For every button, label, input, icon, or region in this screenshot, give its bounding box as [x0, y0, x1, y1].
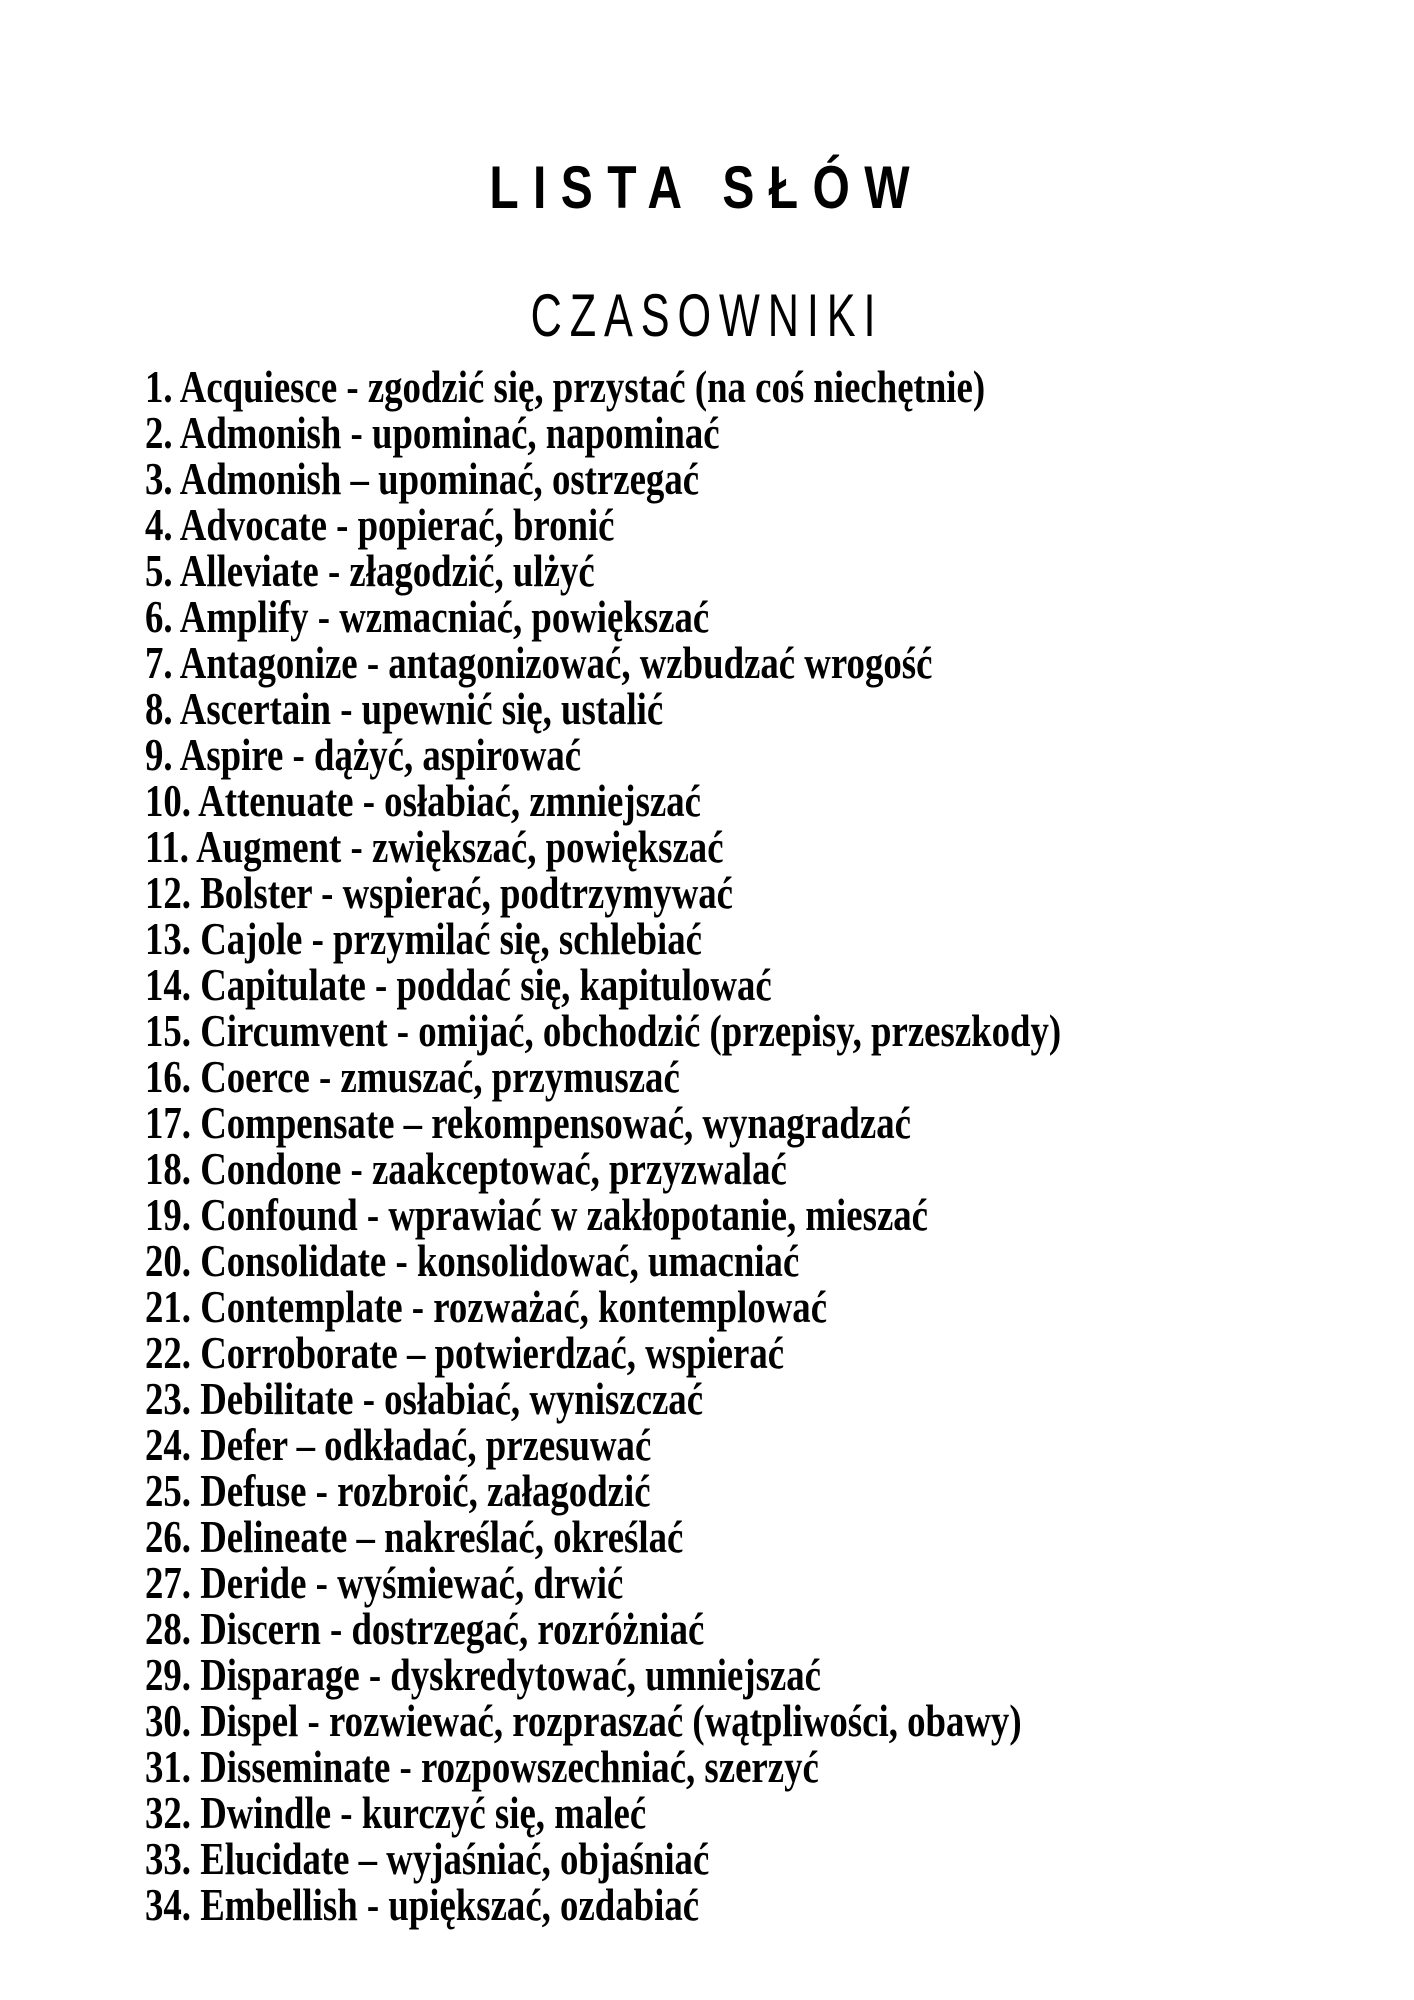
- list-item-text: 31. Disseminate - rozpowszechniać, szerzyć: [145, 1741, 819, 1793]
- page-subtitle: CZASOWNIKI: [530, 282, 884, 350]
- list-item: [145, 1005, 1384, 1057]
- list-item: [145, 1649, 1384, 1701]
- list-item: [145, 1235, 1384, 1287]
- list-item: [145, 1051, 1384, 1103]
- list-item-text: 26. Delineate – nakreślać, określać: [145, 1511, 684, 1563]
- list-item: [145, 1603, 1384, 1655]
- list-item: [145, 1557, 1384, 1609]
- list-item-text: 23. Debilitate - osłabiać, wyniszczać: [145, 1373, 704, 1425]
- title-row: [0, 118, 1414, 258]
- list-item-text: 29. Disparage - dyskredytować, umniejszać: [145, 1649, 821, 1701]
- list-item: [145, 1327, 1384, 1379]
- list-item-text: 27. Deride - wyśmiewać, drwić: [145, 1557, 624, 1609]
- list-item: [145, 1097, 1384, 1149]
- list-item: [145, 591, 1384, 643]
- list-item: [145, 775, 1384, 827]
- list-item: [145, 1787, 1384, 1839]
- subtitle-row: [0, 282, 1414, 350]
- list-item-text: 9. Aspire - dążyć, aspirować: [145, 729, 582, 781]
- list-item-text: 32. Dwindle - kurczyć się, maleć: [145, 1787, 647, 1839]
- list-item: [145, 545, 1384, 597]
- list-item: [145, 1741, 1384, 1793]
- list-item: [145, 499, 1384, 551]
- list-item-text: 13. Cajole - przymilać się, schlebiać: [145, 913, 702, 965]
- list-item-text: 8. Ascertain - upewnić się, ustalić: [145, 683, 664, 735]
- list-item-text: 6. Amplify - wzmacniać, powiększać: [145, 591, 710, 643]
- list-item-text: 28. Discern - dostrzegać, rozróżniać: [145, 1603, 705, 1655]
- list-item-text: 5. Alleviate - złagodzić, ulżyć: [145, 545, 595, 597]
- list-item-text: 33. Elucidate – wyjaśniać, objaśniać: [145, 1833, 710, 1885]
- list-item: [145, 1695, 1384, 1747]
- list-item-text: 17. Compensate – rekompensować, wynagradzać: [145, 1097, 911, 1149]
- list-item: [145, 683, 1384, 735]
- list-item-text: 20. Consolidate - konsolidować, umacniać: [145, 1235, 800, 1287]
- list-item: [145, 729, 1384, 781]
- list-item-text: 11. Augment - zwiększać, powiększać: [145, 821, 724, 873]
- list-item: [145, 867, 1384, 919]
- list-item: [145, 913, 1384, 965]
- list-item-text: 19. Confound - wprawiać w zakłopotanie, mieszać: [145, 1189, 929, 1241]
- list-item: [145, 1465, 1384, 1517]
- list-item-text: 21. Contemplate - rozważać, kontemplować: [145, 1281, 828, 1333]
- list-item-text: 22. Corroborate – potwierdzać, wspierać: [145, 1327, 785, 1379]
- list-item: [145, 821, 1384, 873]
- page-title: LISTA SŁÓW: [489, 154, 925, 222]
- list-item-text: 18. Condone - zaakceptować, przyzwalać: [145, 1143, 787, 1195]
- list-item-text: 7. Antagonize - antagonizować, wzbudzać wrogość: [145, 637, 933, 689]
- list-item-text: 25. Defuse - rozbroić, załagodzić: [145, 1465, 651, 1517]
- list-item: [145, 637, 1384, 689]
- list-item-text: 15. Circumvent - omijać, obchodzić (przepisy, przeszkody): [145, 1005, 1062, 1057]
- list-item: [145, 1833, 1384, 1885]
- list-item-text: 14. Capitulate - poddać się, kapitulować: [145, 959, 772, 1011]
- list-item-text: 30. Dispel - rozwiewać, rozpraszać (wątpliwości, obawy): [145, 1695, 1022, 1747]
- list-item: [145, 1879, 1384, 1931]
- word-list: [0, 361, 1414, 1931]
- list-item: [145, 453, 1384, 505]
- list-item-text: 3. Admonish – upominać, ostrzegać: [145, 453, 700, 505]
- list-item: [145, 1419, 1384, 1471]
- list-item: [145, 407, 1384, 459]
- list-item-text: 12. Bolster - wspierać, podtrzymywać: [145, 867, 734, 919]
- list-item: [145, 1143, 1384, 1195]
- list-item: [145, 959, 1384, 1011]
- list-item-text: 24. Defer – odkładać, przesuwać: [145, 1419, 652, 1471]
- list-item-text: 34. Embellish - upiększać, ozdabiać: [145, 1879, 700, 1931]
- list-item: [145, 1189, 1384, 1241]
- list-item: [145, 1511, 1384, 1563]
- list-item-text: 16. Coerce - zmuszać, przymuszać: [145, 1051, 680, 1103]
- list-item: [145, 361, 1384, 413]
- list-item: [145, 1281, 1384, 1333]
- list-item-text: 10. Attenuate - osłabiać, zmniejszać: [145, 775, 701, 827]
- list-item-text: 2. Admonish - upominać, napominać: [145, 407, 720, 459]
- list-item-text: 4. Advocate - popierać, bronić: [145, 499, 615, 551]
- list-item-text: 1. Acquiesce - zgodzić się, przystać (na coś niechętnie): [145, 361, 986, 413]
- list-item: [145, 1373, 1384, 1425]
